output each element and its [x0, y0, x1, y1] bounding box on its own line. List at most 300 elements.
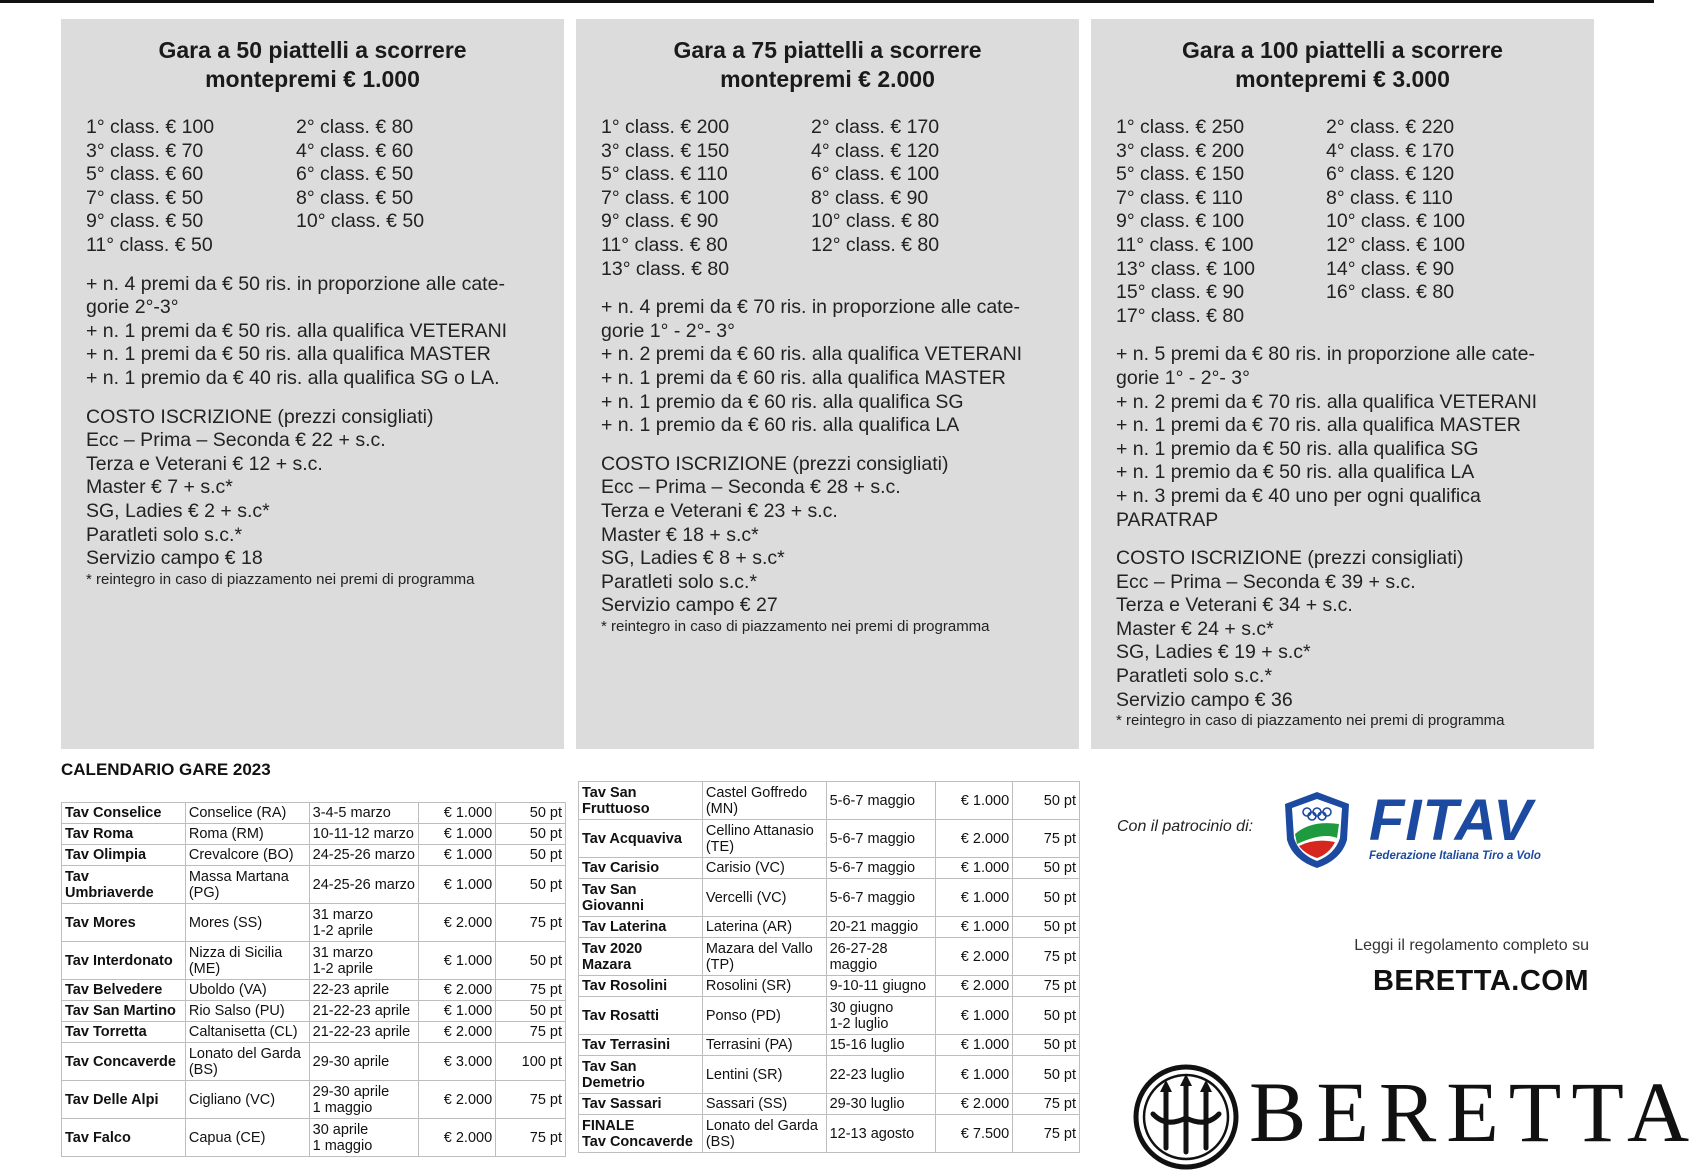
venue-place	[185, 1119, 309, 1157]
cell-line: 1 maggio	[312, 1099, 373, 1116]
cell-line: Tav Mores	[65, 914, 136, 931]
class-prize: 6° class. € 50	[296, 163, 414, 186]
venue-name	[579, 997, 703, 1035]
cell-line: 20-21 maggio	[829, 919, 919, 935]
cell-line: Tav Conselice	[65, 805, 162, 821]
cell-line: Massa Martana	[188, 868, 289, 885]
cell-line: Rosolini (SR)	[705, 978, 792, 994]
venue-name	[62, 1001, 186, 1022]
class-prize: 7° class. € 110	[1116, 186, 1243, 209]
venue-place	[702, 1056, 826, 1094]
extra-prize-line: + n. 4 premi da € 50 ris. in proporzione alle cate-	[86, 272, 505, 295]
venue-place	[185, 1043, 309, 1081]
cell-line: 24-25-26 marzo	[312, 876, 415, 893]
panel-50-piattelli	[61, 19, 564, 749]
event-prize: € 2.000	[936, 976, 1013, 997]
table-row	[579, 997, 1080, 1035]
class-prize: 3° class. € 200	[1116, 139, 1245, 162]
cell-line: 5-6-7 maggio	[829, 830, 916, 847]
extra-prize-line: PARATRAP	[1116, 508, 1219, 531]
event-points: 75 pt	[1013, 938, 1080, 976]
class-prize: 2° class. € 220	[1326, 116, 1455, 138]
fitav-logo	[1281, 790, 1597, 870]
event-date	[309, 1119, 419, 1157]
fitav-shield-icon	[1281, 790, 1353, 870]
event-points: 75 pt	[496, 904, 566, 942]
class-prize: 8° class. € 90	[811, 186, 929, 209]
cell-line: 1 maggio	[312, 1137, 373, 1154]
cell-line: 10-11-12 marzo	[312, 826, 414, 842]
event-date	[826, 820, 936, 858]
panel-100-piattelli	[1091, 19, 1594, 749]
event-prize: € 1.000	[419, 942, 496, 980]
class-prize: 4° class. € 120	[811, 139, 940, 162]
event-prize: € 1.000	[419, 845, 496, 866]
event-prize: € 1.000	[936, 782, 1013, 820]
cell-line: 1-2 aprile	[312, 922, 374, 939]
venue-name	[579, 976, 703, 997]
class-prize: 8° class. € 50	[296, 186, 414, 209]
cell-line: 9-10-11 giugno	[829, 978, 927, 994]
cost-line: Servizio campo € 18	[86, 547, 263, 570]
cell-line: Sassari (SS)	[705, 1096, 788, 1112]
cell-line: (PG)	[188, 884, 220, 901]
extra-prize-line: + n. 1 premio da € 50 ris. alla qualifica SG	[1116, 437, 1479, 460]
venue-name	[579, 1035, 703, 1056]
footnote: * reintegro in caso di piazzamento nei premi di programma	[1116, 712, 1505, 730]
table-row	[62, 866, 566, 904]
event-prize: € 7.500	[936, 1115, 1013, 1153]
venue-place	[702, 782, 826, 820]
venue-name	[62, 980, 186, 1001]
cell-line: (BS)	[188, 1061, 218, 1078]
cell-line: (MN)	[705, 800, 739, 817]
venue-place	[185, 845, 309, 866]
cell-line: Capua (CE)	[188, 1129, 266, 1146]
cell-line: Carisio (VC)	[705, 860, 785, 876]
panel-75-piattelli	[576, 19, 1079, 749]
event-prize: € 1.000	[936, 858, 1013, 879]
event-prize: € 1.000	[936, 1035, 1013, 1056]
cell-line: Tav Sassari	[582, 1096, 662, 1112]
regolamento-text: Leggi il regolamento completo su	[1354, 937, 1589, 954]
venue-place	[185, 1081, 309, 1119]
class-prize: 14° class. € 90	[1326, 257, 1455, 280]
venue-name	[579, 938, 703, 976]
event-points: 50 pt	[1013, 782, 1080, 820]
class-prize: 6° class. € 120	[1326, 163, 1455, 186]
venue-place	[185, 803, 309, 824]
event-date	[826, 1115, 936, 1153]
cell-line: Tav Carisio	[582, 860, 660, 876]
class-prize: 2° class. € 170	[811, 116, 940, 138]
cell-line: Demetrio	[582, 1074, 645, 1091]
cell-line: Tav Olimpia	[65, 847, 147, 863]
class-prize: 15° class. € 90	[1116, 281, 1245, 304]
event-date	[309, 1081, 419, 1119]
class-prize: 17° class. € 80	[1116, 304, 1245, 327]
event-prize: € 1.000	[936, 1056, 1013, 1094]
calendar-table-left	[61, 802, 566, 1157]
table-row	[579, 938, 1080, 976]
event-prize: € 1.000	[419, 866, 496, 904]
event-points: 75 pt	[496, 1022, 566, 1043]
table-row	[62, 1001, 566, 1022]
venue-place	[185, 942, 309, 980]
beretta-website-link[interactable]: BERETTA.COM	[1372, 965, 1589, 997]
cell-line: Mazara del Vallo	[705, 940, 813, 957]
class-prize: 7° class. € 50	[86, 186, 204, 209]
cell-line: (TE)	[705, 838, 735, 855]
cost-line: SG, Ladies € 19 + s.c*	[1116, 641, 1311, 664]
cell-line: 22-23 luglio	[829, 1066, 905, 1083]
cell-line: 26-27-28	[829, 940, 888, 957]
class-prize: 6° class. € 100	[811, 163, 940, 186]
event-prize: € 1.000	[936, 917, 1013, 938]
cell-line: Giovanni	[582, 897, 645, 914]
cost-line: Master € 24 + s.c*	[1116, 617, 1274, 640]
class-prize: 5° class. € 110	[601, 163, 728, 186]
event-points: 100 pt	[496, 1043, 566, 1081]
cell-line: 29-30 aprile	[312, 1083, 390, 1100]
venue-name	[579, 1115, 703, 1153]
venue-name	[62, 1119, 186, 1157]
venue-place	[185, 866, 309, 904]
table-row	[62, 904, 566, 942]
venue-name	[579, 879, 703, 917]
cell-line: Castel Goffredo	[705, 784, 808, 801]
event-date	[309, 866, 419, 904]
cost-line: SG, Ladies € 2 + s.c*	[86, 499, 270, 522]
event-points: 50 pt	[496, 824, 566, 845]
event-points: 50 pt	[1013, 858, 1080, 879]
calendar-table-right	[578, 781, 1080, 1153]
class-prize: 11° class. € 50	[86, 233, 213, 256]
table-row	[579, 917, 1080, 938]
cost-line: Master € 18 + s.c*	[601, 523, 759, 546]
table-row	[579, 1115, 1080, 1153]
class-prize: 1° class. € 200	[601, 116, 730, 138]
class-prize: 10° class. € 100	[1326, 210, 1465, 233]
cell-line: Tav Torretta	[65, 1024, 147, 1040]
class-prize: 11° class. € 80	[601, 233, 728, 256]
table-row	[62, 1119, 566, 1157]
venue-place	[702, 820, 826, 858]
cost-line: Terza e Veterani € 23 + s.c.	[601, 499, 838, 522]
event-date	[309, 845, 419, 866]
event-points: 50 pt	[1013, 997, 1080, 1035]
calendar-title: CALENDARIO GARE 2023	[61, 760, 271, 779]
table-row	[579, 820, 1080, 858]
event-points: 75 pt	[1013, 976, 1080, 997]
event-points: 75 pt	[1013, 820, 1080, 858]
venue-name	[62, 1043, 186, 1081]
class-prize: 16° class. € 80	[1326, 281, 1455, 304]
table-row	[62, 845, 566, 866]
cost-line: COSTO ISCRIZIONE (prezzi consigliati)	[1116, 547, 1464, 570]
venue-place	[185, 824, 309, 845]
event-prize: € 2.000	[936, 938, 1013, 976]
class-prize: 5° class. € 150	[1116, 163, 1245, 186]
event-prize: € 2.000	[419, 1022, 496, 1043]
fitav-subtitle: Federazione Italiana Tiro a Volo	[1369, 850, 1541, 862]
class-prize: 4° class. € 60	[296, 139, 414, 162]
event-date	[826, 938, 936, 976]
event-points: 50 pt	[1013, 1056, 1080, 1094]
cell-line: Mores (SS)	[188, 914, 263, 931]
table-row	[62, 942, 566, 980]
event-date	[826, 1035, 936, 1056]
event-points: 50 pt	[496, 803, 566, 824]
cell-line: Mazara	[582, 956, 632, 973]
extra-prize-line: + n. 4 premi da € 70 ris. in proporzione alle cate-	[601, 296, 1020, 319]
extra-prize-line: gorie 1° - 2°- 3°	[601, 319, 735, 342]
cell-line: Tav Falco	[65, 1129, 131, 1146]
class-prize: 1° class. € 250	[1116, 116, 1245, 138]
cell-line: (ME)	[188, 960, 221, 977]
class-grid	[1116, 116, 1576, 328]
event-prize: € 1.000	[936, 997, 1013, 1035]
cost-line: Servizio campo € 36	[1116, 688, 1293, 711]
cell-line: Tav San	[582, 1058, 637, 1075]
cell-line: 5-6-7 maggio	[829, 889, 916, 906]
venue-place	[185, 1001, 309, 1022]
extra-prize-line: + n. 1 premio da € 40 ris. alla qualifica SG o LA.	[86, 366, 500, 389]
event-prize: € 3.000	[419, 1043, 496, 1081]
table-row	[579, 1094, 1080, 1115]
cell-line: 22-23 aprile	[312, 982, 390, 998]
cell-line: Cigliano (VC)	[188, 1091, 276, 1108]
class-prize: 7° class. € 100	[601, 186, 730, 209]
beretta-trident-icon	[1131, 1062, 1241, 1172]
cell-line: 30 giugno	[829, 999, 894, 1016]
cost-line: Terza e Veterani € 34 + s.c.	[1116, 594, 1353, 617]
class-prize: 12° class. € 80	[811, 233, 940, 256]
event-date	[309, 1022, 419, 1043]
venue-place	[702, 1115, 826, 1153]
cost-line: Ecc – Prima – Seconda € 39 + s.c.	[1116, 570, 1416, 593]
cost-line: COSTO ISCRIZIONE (prezzi consigliati)	[601, 452, 949, 475]
cost-list	[86, 406, 546, 571]
event-points: 75 pt	[1013, 1094, 1080, 1115]
venue-name	[62, 904, 186, 942]
event-points: 75 pt	[496, 980, 566, 1001]
patrocinio-label: Con il patrocinio di:	[1117, 818, 1254, 835]
extras-list	[86, 273, 546, 391]
class-prize: 3° class. € 150	[601, 139, 730, 162]
cell-line: Tav San	[582, 784, 637, 801]
cell-line: Tav Concaverde	[582, 1133, 693, 1150]
table-row	[62, 1022, 566, 1043]
cell-line: Conselice (RA)	[188, 805, 287, 821]
cell-line: Fruttuoso	[582, 800, 650, 817]
venue-place	[702, 879, 826, 917]
event-points: 75 pt	[1013, 1115, 1080, 1153]
class-grid	[86, 116, 546, 258]
cell-line: Tav Belvedere	[65, 982, 163, 998]
venue-name	[579, 782, 703, 820]
event-date	[826, 997, 936, 1035]
extra-prize-line: + n. 5 premi da € 80 ris. in proporzione alle cate-	[1116, 343, 1535, 366]
table-row	[62, 1043, 566, 1081]
cell-line: 31 marzo	[312, 906, 374, 923]
class-prize: 13° class. € 100	[1116, 257, 1255, 280]
extra-prize-line: + n. 1 premio da € 50 ris. alla qualifica LA	[1116, 461, 1475, 484]
event-date	[309, 942, 419, 980]
event-date	[826, 917, 936, 938]
class-prize: 5° class. € 60	[86, 163, 204, 186]
cell-line: 12-13 agosto	[829, 1125, 915, 1142]
cell-line: Tav Delle Alpi	[65, 1091, 159, 1108]
cell-line: maggio	[829, 956, 878, 973]
table-row	[62, 803, 566, 824]
class-prize: 13° class. € 80	[601, 257, 730, 280]
extra-prize-line: gorie 1° - 2°- 3°	[1116, 366, 1250, 389]
cell-line: Rio Salso (PU)	[188, 1003, 285, 1019]
venue-place	[702, 1094, 826, 1115]
venue-name	[579, 917, 703, 938]
cell-line: 29-30 aprile	[312, 1053, 390, 1070]
cost-line: Terza e Veterani € 12 + s.c.	[86, 452, 323, 475]
event-points: 50 pt	[1013, 879, 1080, 917]
cell-line: (TP)	[705, 956, 735, 973]
cell-line: Nizza di Sicilia	[188, 944, 283, 961]
event-date	[309, 1001, 419, 1022]
panel-body	[1116, 116, 1576, 729]
class-prize: 9° class. € 90	[601, 210, 719, 233]
cell-line: 24-25-26 marzo	[312, 847, 415, 863]
class-prize: 2° class. € 80	[296, 116, 414, 138]
class-prize: 1° class. € 100	[86, 116, 215, 138]
event-points: 50 pt	[496, 845, 566, 866]
event-points: 75 pt	[496, 1119, 566, 1157]
cost-list	[601, 453, 1061, 618]
venue-name	[62, 866, 186, 904]
cell-line: Vercelli (VC)	[705, 889, 787, 906]
cell-line: Cellino Attanasio	[705, 822, 814, 839]
panel-body	[86, 116, 546, 588]
venue-name	[62, 845, 186, 866]
extras-list	[601, 296, 1061, 438]
event-date	[309, 1043, 419, 1081]
cell-line: Tav Rosolini	[582, 978, 668, 994]
venue-place	[185, 1022, 309, 1043]
event-points: 50 pt	[496, 866, 566, 904]
class-prize: 9° class. € 100	[1116, 210, 1245, 233]
table-row	[579, 1056, 1080, 1094]
event-points: 50 pt	[496, 1001, 566, 1022]
table-row	[579, 976, 1080, 997]
cell-line: 21-22-23 aprile	[312, 1024, 411, 1040]
top-rule	[0, 0, 1654, 3]
cost-line: Servizio campo € 27	[601, 594, 778, 617]
venue-name	[62, 1022, 186, 1043]
event-points: 50 pt	[1013, 1035, 1080, 1056]
event-date	[826, 1056, 936, 1094]
cost-list	[1116, 547, 1576, 712]
cell-line: Tav Laterina	[582, 919, 667, 935]
cost-line: Paratleti solo s.c.*	[86, 523, 243, 546]
extra-prize-line: + n. 2 premi da € 70 ris. alla qualifica VETERANI	[1116, 390, 1538, 413]
cell-line: 5-6-7 maggio	[829, 860, 916, 876]
extra-prize-line: + n. 1 premio da € 60 ris. alla qualifica LA	[601, 414, 960, 437]
cell-line: Tav San	[582, 881, 637, 898]
cost-line: Master € 7 + s.c*	[86, 476, 233, 499]
footnote: * reintegro in caso di piazzamento nei premi di programma	[601, 617, 990, 635]
cell-line: 31 marzo	[312, 944, 374, 961]
class-prize: 12° class. € 100	[1326, 233, 1465, 256]
venue-name	[62, 803, 186, 824]
cell-line: Tav Terrasini	[582, 1037, 671, 1053]
cell-line: 21-22-23 aprile	[312, 1003, 411, 1019]
panel-title: Gara a 75 piattelli a scorrere montepremi € 2.000	[673, 37, 982, 92]
cell-line: Roma (RM)	[188, 826, 264, 842]
cell-line: Tav Rosatti	[582, 1007, 660, 1024]
table-row	[62, 824, 566, 845]
cell-line: 3-4-5 marzo	[312, 805, 391, 821]
cell-line: Tav 2020	[582, 940, 643, 957]
event-points: 50 pt	[496, 942, 566, 980]
cell-line: Lonato del Garda	[188, 1045, 301, 1062]
table-row	[62, 980, 566, 1001]
cell-line: Tav San Martino	[65, 1003, 176, 1019]
event-date	[826, 1094, 936, 1115]
extra-prize-line: + n. 1 premi da € 50 ris. alla qualifica MASTER	[86, 343, 491, 366]
event-points: 50 pt	[1013, 917, 1080, 938]
cell-line: Umbriaverde	[65, 884, 154, 901]
event-date	[309, 904, 419, 942]
venue-name	[579, 858, 703, 879]
event-prize: € 2.000	[419, 1081, 496, 1119]
class-prize: 10° class. € 80	[811, 210, 940, 233]
event-date	[309, 803, 419, 824]
table-row	[579, 879, 1080, 917]
cell-line: 15-16 luglio	[829, 1037, 905, 1053]
venue-place	[702, 858, 826, 879]
cost-line: Ecc – Prima – Seconda € 22 + s.c.	[86, 429, 386, 452]
event-prize: € 2.000	[936, 1094, 1013, 1115]
extra-prize-line: gorie 2°-3°	[86, 296, 179, 319]
venue-place	[702, 938, 826, 976]
cell-line: Ponso (PD)	[705, 1007, 781, 1024]
event-prize: € 2.000	[419, 980, 496, 1001]
table-row	[62, 1081, 566, 1119]
event-date	[826, 858, 936, 879]
beretta-wordmark: BERETTA	[1249, 1064, 1699, 1160]
venue-place	[702, 997, 826, 1035]
extra-prize-line: + n. 1 premi da € 60 ris. alla qualifica MASTER	[601, 366, 1006, 389]
extra-prize-line: + n. 3 premi da € 40 uno per ogni qualifica	[1116, 484, 1481, 507]
event-prize: € 1.000	[936, 879, 1013, 917]
event-date	[826, 976, 936, 997]
table-row	[579, 782, 1080, 820]
venue-name	[579, 1094, 703, 1115]
event-prize: € 2.000	[419, 1119, 496, 1157]
cell-line: Tav	[65, 868, 89, 885]
cell-line: Lentini (SR)	[705, 1066, 783, 1083]
footnote: * reintegro in caso di piazzamento nei premi di programma	[86, 570, 475, 588]
cost-line: Paratleti solo s.c.*	[601, 570, 758, 593]
class-prize: 4° class. € 170	[1326, 139, 1455, 162]
cell-line: Uboldo (VA)	[188, 982, 267, 998]
cell-line: 5-6-7 maggio	[829, 792, 916, 809]
venue-name	[62, 942, 186, 980]
table-row	[579, 858, 1080, 879]
event-prize: € 1.000	[419, 824, 496, 845]
cell-line: Tav Roma	[65, 826, 134, 842]
venue-name	[579, 1056, 703, 1094]
class-prize: 10° class. € 50	[296, 210, 425, 233]
